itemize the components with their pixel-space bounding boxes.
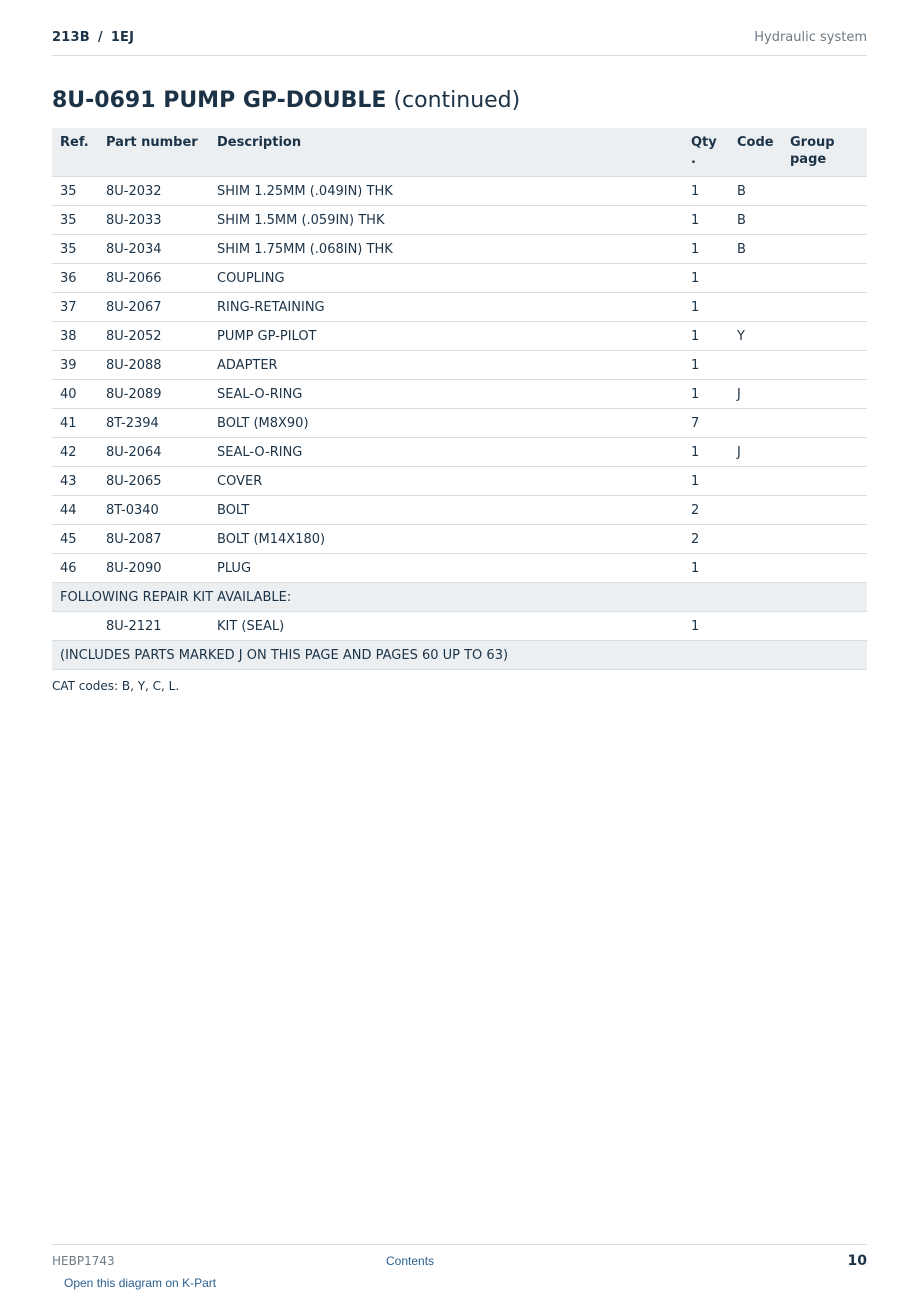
cell-group-page [782, 496, 867, 525]
cell-part-number: 8U-2064 [98, 438, 209, 467]
page-title [52, 88, 520, 113]
col-ref-header: Ref. [52, 128, 98, 177]
cell-ref: 38 [52, 322, 98, 351]
cell-part-number: 8U-2087 [98, 525, 209, 554]
table-row [52, 438, 867, 467]
cell-code: J [729, 438, 782, 467]
serial-prefix: 1EJ [110, 30, 135, 45]
model-separator: / [97, 30, 103, 45]
page-number: 10 [847, 1253, 867, 1269]
cell-code [729, 264, 782, 293]
cell-part-number: 8U-2089 [98, 380, 209, 409]
cell-ref: 36 [52, 264, 98, 293]
cell-code [729, 496, 782, 525]
cell-qty: 1 [683, 438, 729, 467]
table-row [52, 525, 867, 554]
cell-description: SHIM 1.25MM (.049IN) THK [209, 177, 683, 206]
cell-part-number: 8T-0340 [98, 496, 209, 525]
cell-qty: 1 [683, 351, 729, 380]
cell-part-number: 8U-2121 [98, 612, 209, 641]
cell-code: J [729, 380, 782, 409]
repair-kit-note-text: FOLLOWING REPAIR KIT AVAILABLE: [52, 583, 867, 612]
cell-code: Y [729, 322, 782, 351]
cell-group-page [782, 235, 867, 264]
title-main: 8U-0691 PUMP GP-DOUBLE [52, 88, 387, 113]
cell-part-number: 8U-2034 [98, 235, 209, 264]
cell-ref: 35 [52, 235, 98, 264]
cell-qty: 1 [683, 177, 729, 206]
col-description-header: Description [209, 128, 683, 177]
cell-code [729, 293, 782, 322]
model-number: 213B [52, 30, 90, 45]
cell-ref: 43 [52, 467, 98, 496]
cell-qty: 2 [683, 496, 729, 525]
kit-includes-note-text: (INCLUDES PARTS MARKED J ON THIS PAGE AND PAGES 60 UP TO 63) [52, 641, 867, 670]
table-row [52, 177, 867, 206]
cell-description: SHIM 1.75MM (.068IN) THK [209, 235, 683, 264]
cell-code [729, 525, 782, 554]
cell-qty: 1 [683, 380, 729, 409]
cell-group-page [782, 380, 867, 409]
cell-group-page [782, 525, 867, 554]
cell-group-page [782, 293, 867, 322]
repair-kit-note [52, 583, 867, 612]
cell-qty: 1 [683, 467, 729, 496]
parts-table [52, 128, 867, 670]
cell-qty: 1 [683, 206, 729, 235]
document-id: HEBP1743 [52, 1254, 115, 1268]
cell-ref: 44 [52, 496, 98, 525]
cell-description: SHIM 1.5MM (.059IN) THK [209, 206, 683, 235]
cell-qty: 1 [683, 554, 729, 583]
page-footer [52, 1244, 867, 1275]
cell-description: BOLT (M14X180) [209, 525, 683, 554]
cell-group-page [782, 409, 867, 438]
cell-qty: 1 [683, 293, 729, 322]
cell-code: B [729, 235, 782, 264]
col-part-number-header: Part number [98, 128, 209, 177]
cell-code [729, 409, 782, 438]
cell-group-page [782, 206, 867, 235]
table-row [52, 206, 867, 235]
cell-qty: 1 [683, 264, 729, 293]
cell-ref: 37 [52, 293, 98, 322]
page-header [52, 28, 867, 56]
cell-qty: 1 [683, 322, 729, 351]
cell-code [729, 612, 782, 641]
table-row [52, 554, 867, 583]
cell-description: SEAL-O-RING [209, 380, 683, 409]
table-row [52, 612, 867, 641]
cell-group-page [782, 438, 867, 467]
cell-qty: 7 [683, 409, 729, 438]
cell-qty: 1 [683, 235, 729, 264]
table-row [52, 467, 867, 496]
table-row [52, 293, 867, 322]
table-row [52, 351, 867, 380]
cell-qty: 1 [683, 612, 729, 641]
cell-description: KIT (SEAL) [209, 612, 683, 641]
table-row [52, 264, 867, 293]
cell-part-number: 8U-2065 [98, 467, 209, 496]
cell-part-number: 8U-2032 [98, 177, 209, 206]
cell-part-number: 8U-2066 [98, 264, 209, 293]
cell-part-number: 8U-2090 [98, 554, 209, 583]
cell-description: BOLT [209, 496, 683, 525]
cell-description: PLUG [209, 554, 683, 583]
cell-ref: 46 [52, 554, 98, 583]
cell-group-page [782, 177, 867, 206]
cell-part-number: 8U-2067 [98, 293, 209, 322]
cell-description: COVER [209, 467, 683, 496]
cell-group-page [782, 351, 867, 380]
cell-group-page [782, 467, 867, 496]
cell-code [729, 467, 782, 496]
cell-description: PUMP GP-PILOT [209, 322, 683, 351]
contents-link[interactable]: Contents [386, 1254, 435, 1268]
cell-ref [52, 612, 98, 641]
cell-description: COUPLING [209, 264, 683, 293]
title-suffix: (continued) [393, 88, 521, 113]
col-group-page-header: Group page [782, 128, 867, 177]
cell-description: ADAPTER [209, 351, 683, 380]
cell-ref: 35 [52, 206, 98, 235]
col-qty-header: Qty . [683, 128, 729, 177]
cell-code [729, 554, 782, 583]
kit-includes-note [52, 641, 867, 670]
table-row [52, 409, 867, 438]
section-name: Hydraulic system [754, 30, 867, 45]
table-row [52, 380, 867, 409]
cell-code: B [729, 206, 782, 235]
cell-group-page [782, 612, 867, 641]
cell-description: SEAL-O-RING [209, 438, 683, 467]
parts-table-body [52, 177, 867, 670]
cell-part-number: 8U-2088 [98, 351, 209, 380]
cell-code: B [729, 177, 782, 206]
cell-qty: 2 [683, 525, 729, 554]
col-code-header: Code [729, 128, 782, 177]
cell-description: BOLT (M8X90) [209, 409, 683, 438]
cell-code [729, 351, 782, 380]
cell-group-page [782, 264, 867, 293]
table-row [52, 496, 867, 525]
cell-ref: 45 [52, 525, 98, 554]
table-row [52, 322, 867, 351]
cell-group-page [782, 322, 867, 351]
cell-part-number: 8U-2033 [98, 206, 209, 235]
open-kpart-link[interactable]: Open this diagram on K-Part [64, 1276, 217, 1290]
cell-ref: 42 [52, 438, 98, 467]
cell-part-number: 8T-2394 [98, 409, 209, 438]
table-row [52, 235, 867, 264]
table-header-row [52, 128, 867, 177]
machine-model [52, 30, 134, 45]
cell-description: RING-RETAINING [209, 293, 683, 322]
cell-ref: 35 [52, 177, 98, 206]
cat-codes: CAT codes: B, Y, C, L. [52, 679, 180, 693]
cell-part-number: 8U-2052 [98, 322, 209, 351]
cell-ref: 39 [52, 351, 98, 380]
cell-group-page [782, 554, 867, 583]
cell-ref: 41 [52, 409, 98, 438]
cell-ref: 40 [52, 380, 98, 409]
